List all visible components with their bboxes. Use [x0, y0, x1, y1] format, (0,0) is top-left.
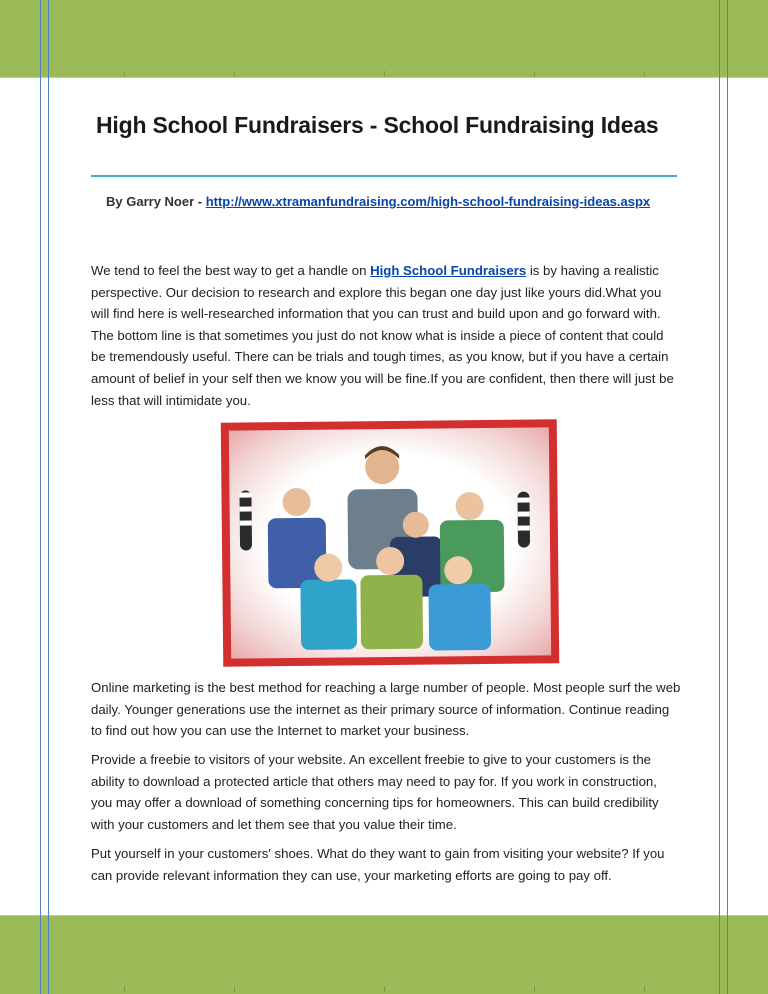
arm-stripe: [518, 498, 530, 503]
page-rule-left-outer: [40, 0, 41, 994]
header-band: [0, 0, 768, 77]
face: [455, 492, 483, 520]
band-tick: [644, 986, 645, 992]
band-tick: [124, 986, 125, 992]
band-tick: [384, 986, 385, 992]
paragraph-intro: [91, 260, 681, 411]
band-tick: [234, 986, 235, 992]
high-school-fundraisers-link[interactable]: High School Fundraisers: [370, 263, 527, 278]
article-photo-inner: [229, 427, 551, 658]
footer-band-border: [0, 915, 768, 916]
paragraph-freebie: Provide a freebie to visitors of your website. An excellent freebie to give to your customers is the ability to download a protected article that others may need to pay for. If you work in construction, you may offer a download of something concerning tips for homeowners. This can build credibility with your customers and let them see that you value their time.: [91, 752, 659, 832]
title-underline: [91, 175, 677, 177]
header-band-border: [0, 77, 768, 78]
band-tick: [534, 986, 535, 992]
arm-stripe: [239, 492, 251, 497]
shirt-cyan: [300, 579, 357, 650]
arm-stripe: [240, 520, 252, 525]
paragraph-intro-before: We tend to feel the best way to get a handle on: [91, 263, 371, 278]
paragraph-online-marketing: Online marketing is the best method for reaching a large number of people. Most people surf the web daily. Younger generations use the internet as their primary source of information. Continue reading to find out how you can use the Internet to market your business.: [91, 680, 681, 739]
band-tick: [534, 71, 535, 77]
band-tick: [644, 71, 645, 77]
page-rule-right-inner: [719, 0, 720, 994]
page-rule-right-outer: [727, 0, 728, 994]
band-tick: [234, 71, 235, 77]
paragraph-customers-shoes: Put yourself in your customers' shoes. What do they want to gain from visiting your website? If you can provide relevant information they can use, your marketing efforts are going to pay off.: [91, 846, 665, 883]
shirt-sky: [428, 584, 491, 651]
paragraph-intro-after: is by having a realistic perspective. Our decision to research and explore this began one day just like yours did.What you will find here is well-researched information that you can trust and build upon and go forward with. The bottom line is that sometimes you just do not know what is inside a piece of content that could be tremendously useful. There can be trials and tough times, as you know, but if you have a certain amount of belief in your self then we know you will be fine.If you are confident, then there will just be less that will intimidate you.: [91, 263, 674, 408]
face: [282, 488, 310, 516]
page-rule-left-inner: [48, 0, 49, 994]
page-title: High School Fundraisers - School Fundraising Ideas: [96, 112, 659, 138]
byline: [106, 194, 686, 209]
arm-stripe: [518, 512, 530, 517]
shirt-blue: [268, 518, 327, 589]
kids-group-illustration: [229, 427, 551, 658]
shirt-lime: [360, 575, 423, 650]
arm-stripe: [240, 506, 252, 511]
band-tick: [124, 71, 125, 77]
byline-author: By Garry Noer -: [106, 194, 206, 209]
arm-stripe: [518, 526, 530, 531]
face: [365, 450, 399, 484]
article-photo: [221, 419, 560, 667]
band-tick: [384, 71, 385, 77]
byline-url-link[interactable]: http://www.xtramanfundraising.com/high-school-fundraising-ideas.aspx: [205, 194, 651, 209]
footer-band: [0, 916, 768, 994]
shirt-green: [440, 520, 505, 593]
